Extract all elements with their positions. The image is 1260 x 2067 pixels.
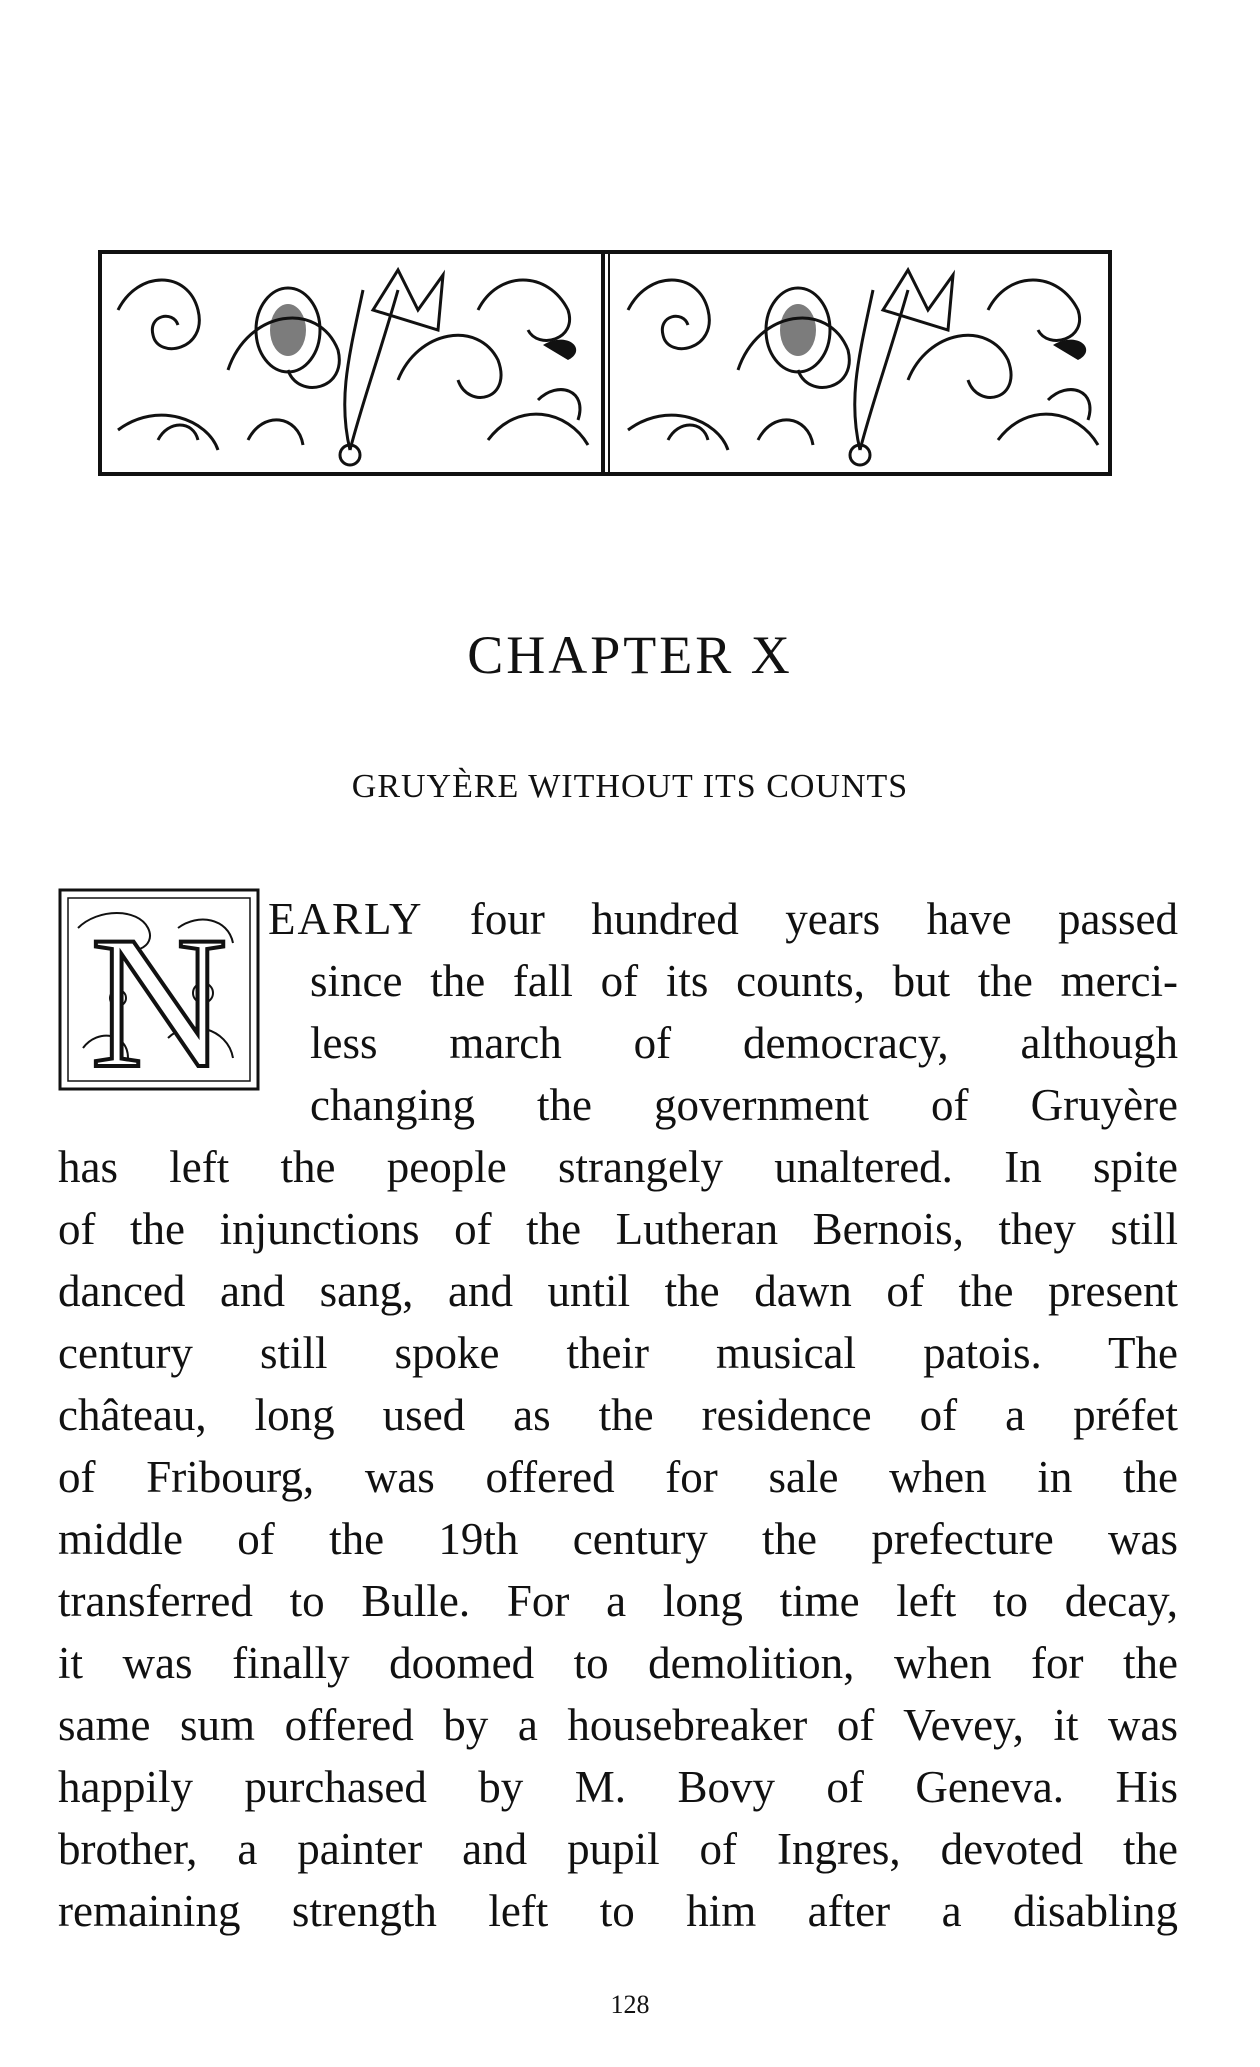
body-line-12: transferred to Bulle. For a long time left to decay, (58, 1576, 1178, 1626)
chapter-title: CHAPTER X (467, 625, 793, 685)
body-line-9: château, long used as the residence of a préfet (58, 1390, 1178, 1440)
floral-scroll-headpiece-icon (98, 250, 1112, 476)
dropcap-initial (58, 888, 260, 1091)
body-line-3: less march of democracy, although (310, 1018, 1178, 1068)
body-line-17: remaining strength left to him after a disabling (58, 1886, 1178, 1936)
body-line-1 (268, 888, 1178, 950)
chapter-subtitle: GRUYÈRE WITHOUT ITS COUNTS (351, 768, 909, 805)
body-line-4: changing the government of Gruyère (310, 1080, 1178, 1130)
body-line-2: since the fall of its counts, but the merci- (310, 956, 1178, 1006)
body-line-7: danced and sang, and until the dawn of the present (58, 1266, 1178, 1316)
first-line-rest: four hundred years have passed (423, 894, 1178, 944)
headpiece-ornament (98, 250, 1112, 476)
body-line-6: of the injunctions of the Lutheran Bernois, they still (58, 1204, 1178, 1254)
dropcap-letter: N (90, 898, 228, 1091)
body-line-13: it was finally doomed to demolition, when for the (58, 1638, 1178, 1688)
body-line-14: same sum offered by a housebreaker of Vevey, it was (58, 1700, 1178, 1750)
body-line-15: happily purchased by M. Bovy of Geneva. His (58, 1762, 1178, 1812)
body-line-8: century still spoke their musical patois. The (58, 1328, 1178, 1378)
page-number: 128 (610, 1990, 650, 2019)
body-line-11: middle of the 19th century the prefecture was (58, 1514, 1178, 1564)
body-line-5: has left the people strangely unaltered. In spite (58, 1142, 1178, 1192)
first-word-caps: EARLY (268, 894, 424, 944)
body-line-16: brother, a painter and pupil of Ingres, devoted the (58, 1824, 1178, 1874)
body-line-10: of Fribourg, was offered for sale when in the (58, 1452, 1178, 1502)
